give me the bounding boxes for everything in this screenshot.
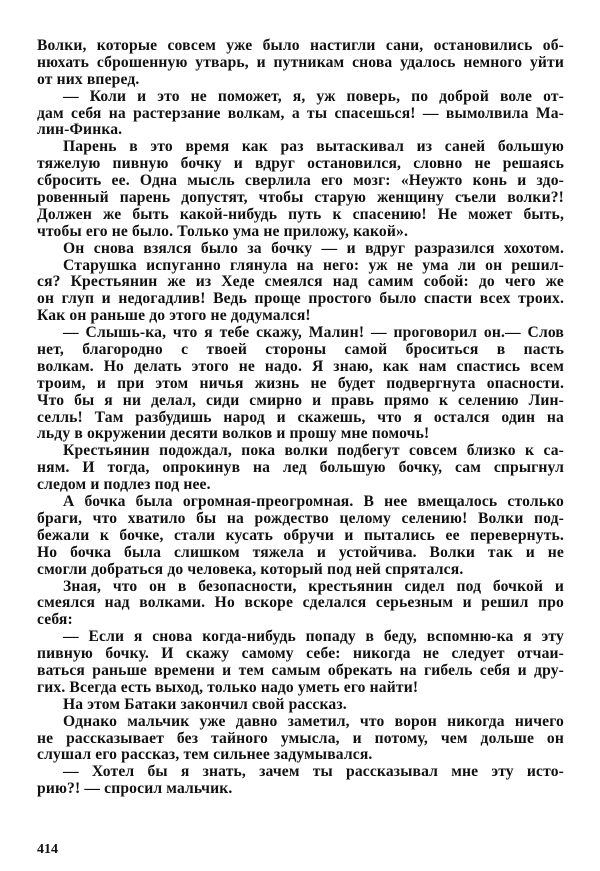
text-line: На этом Батаки закончил свой рассказ. — [63, 695, 347, 713]
paragraph — [37, 579, 564, 630]
text-line: — Коли и это не поможет, я, уж поверь, по доброй воле от- — [63, 87, 564, 105]
page-body-text — [37, 38, 564, 798]
text-line: слушал его рассказ, тем сильнее задумывался. — [37, 746, 373, 764]
text-line: сбросить ее. Одна мысль сверлила его мозг: «Неужто конь и здо- — [37, 172, 564, 190]
paragraph — [37, 38, 564, 89]
text-line: чтобы его не было. Только ума не приложу, какой». — [37, 222, 408, 240]
text-line: ся? Крестьянин же из Хеде смеялся над самим собой: до чего же — [37, 273, 564, 291]
text-line: селль! Там разбудишь народ и скажешь, что я остался один на — [37, 408, 564, 426]
text-line: рию?! — спросил мальчик. — [37, 780, 233, 798]
paragraph — [37, 258, 564, 326]
text-line: Как он раньше до этого не додумался! — [37, 307, 311, 325]
text-line: Зная, что он в безопасности, крестьянин сидел под бочкой и — [63, 577, 564, 595]
paragraph — [37, 714, 564, 765]
paragraph — [37, 697, 564, 714]
text-line: он глуп и недогадлив! Ведь проще простого было спасти всех троих. — [37, 290, 564, 308]
text-line: — Хотел бы я знать, зачем ты рассказывал мне эту исто- — [63, 763, 564, 781]
paragraph — [37, 325, 564, 443]
text-line: тяжелую пивную бочку и вдруг остановился, словно не решаясь — [37, 155, 564, 173]
text-line: ровенный парень допустят, чтобы старую женщину съели волки?! — [37, 189, 564, 207]
text-line: не рассказывает без тайного умысла, и потому, чем дольше он — [37, 729, 564, 747]
text-line: Крестьянин подождал, пока волки подбегут совсем близко к са- — [63, 442, 564, 460]
text-line: себя: — [37, 611, 73, 629]
text-line: гих. Всегда есть выход, только надо уметь его найти! — [37, 678, 419, 696]
text-line: Он снова взялся было за бочку — и вдруг разразился хохотом. — [63, 239, 564, 257]
text-line: браги, что хватило бы на рождество целому селению! Волки под- — [37, 509, 564, 527]
text-line: ваться раньше времени и тем самым обрекать на гибель себя и дру- — [37, 661, 564, 679]
text-line: ням. И тогда, опрокинув на лед большую бочку, сам спрыгнул — [37, 459, 564, 477]
paragraph — [37, 443, 564, 494]
paragraph — [37, 89, 564, 140]
text-line: нюхать сброшенную утварь, и путникам снова удалось немного уйти — [37, 53, 564, 71]
text-line: — Слышь-ка, что я тебе скажу, Малин! — проговорил он.— Слов — [63, 324, 564, 342]
text-line: смеялся над волками. Но вскоре сделался серьезным и решил про — [37, 594, 564, 612]
text-line: Старушка испуганно глянула на него: уж не ума ли он решил- — [63, 256, 564, 274]
paragraph — [37, 764, 564, 798]
text-line: Что бы я ни делал, сиди смирно и правь прямо к селению Лин- — [37, 391, 564, 409]
text-line: — Если я снова когда-нибудь попаду в беду, вспомню-ка я эту — [63, 628, 564, 646]
text-line: от них вперед. — [37, 70, 140, 88]
text-line: льду в окружении десяти волков и прошу мне помочь! — [37, 425, 430, 443]
text-line: Но бочка была слишком тяжела и устойчива. Волки так и не — [37, 543, 564, 561]
paragraph — [37, 241, 564, 258]
text-line: Должен же быть какой-нибудь путь к спасению! Не может быть, — [37, 205, 564, 223]
text-line: троим, и при этом ничья жизнь не будет подвергнута опасности. — [37, 374, 564, 392]
paragraph — [37, 629, 564, 697]
text-line: смогли добраться до человека, который под ней спрятался. — [37, 560, 464, 578]
text-line: Волки, которые совсем уже было настигли сани, остановились об- — [37, 37, 564, 54]
text-line: Парень в это время как раз вытаскивал из саней большую — [63, 138, 564, 156]
text-line: пивную бочку. И скажу самому себе: никогда не следует отчаи- — [37, 645, 564, 663]
text-line: следом и подлез под нее. — [37, 476, 211, 494]
text-line: Однако мальчик уже давно заметил, что ворон никогда ничего — [63, 712, 564, 730]
page-number: 414 — [37, 842, 58, 857]
paragraph — [37, 139, 564, 240]
text-line: лин-Финка. — [37, 121, 123, 139]
text-line: бежали к бочке, стали кусать обручи и пытались ее перевернуть. — [37, 526, 564, 544]
text-line: дам себя на растерзание волкам, а ты спасешься! — вымолвила Ма- — [37, 104, 564, 122]
text-line: нет, благородно с твоей стороны самой броситься в пасть — [37, 341, 564, 359]
text-line: А бочка была огромная-преогромная. В нее вмещалось столько — [63, 493, 564, 511]
text-line: волкам. Но делать этого не надо. Я знаю, как нам спастись всем — [37, 357, 564, 375]
paragraph — [37, 494, 564, 578]
